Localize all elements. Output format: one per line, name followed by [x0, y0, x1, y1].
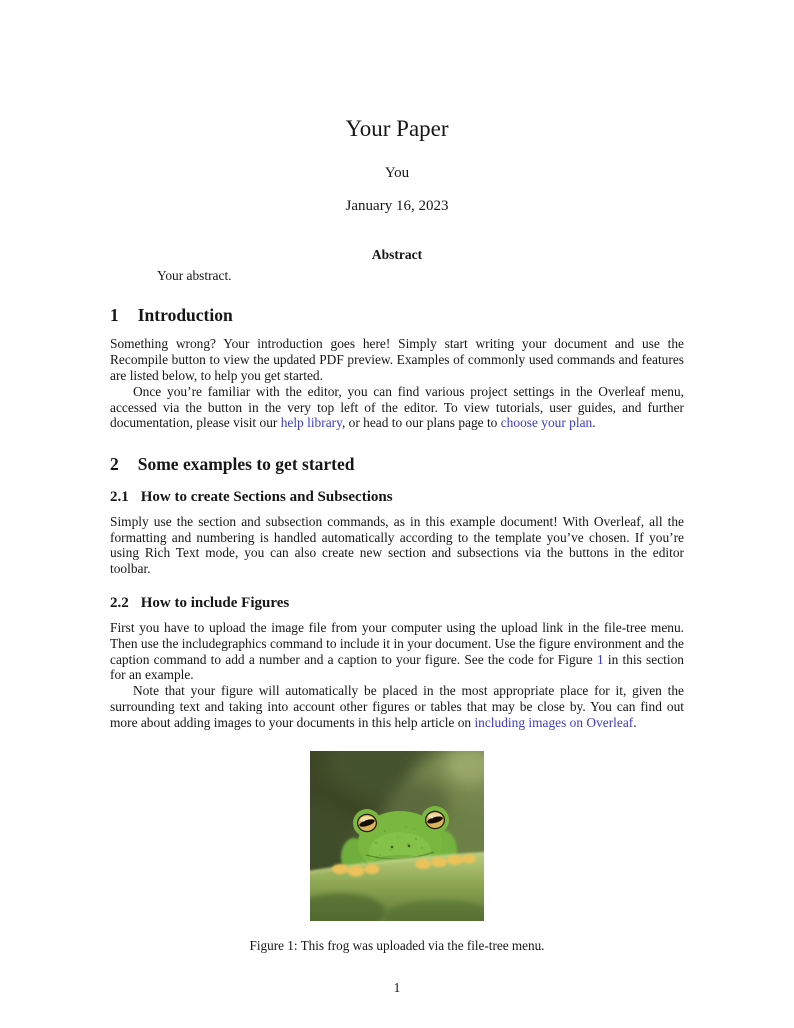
text-run: Once you’re familiar with the editor, you can find various project settings in the Overleaf menu, accessed via the button in the very top left of the editor. To view tutorials, user guides, and further documentation, please visit our [110, 383, 684, 431]
section-title: Introduction [137, 305, 233, 326]
paper-date: January 16, 2023 [345, 198, 449, 215]
subsection-title: How to include Figures [140, 595, 290, 612]
text-run: . [592, 415, 596, 431]
subsection-heading-sections [110, 488, 684, 507]
subsection-number: 2.2 [110, 595, 129, 612]
section-heading-examples [110, 454, 684, 475]
help-library-link[interactable]: help library [280, 415, 342, 431]
section-title: Some examples to get started [137, 454, 355, 475]
paper-author: You [384, 165, 410, 182]
section-number: 2 [110, 454, 119, 475]
text-run: . [633, 714, 637, 730]
figure-caption: Figure 1: This frog was uploaded via the file-tree menu. [249, 938, 545, 954]
paragraph-figures-1 [110, 620, 684, 683]
figure-1-ref-link[interactable]: 1 [596, 651, 604, 667]
paragraph-figures-2 [110, 683, 684, 730]
paragraph-intro-2 [110, 384, 684, 431]
choose-your-plan-link[interactable]: choose your plan [500, 415, 593, 431]
text-run: in this section for an example. [110, 651, 684, 683]
abstract-body: Your abstract. [157, 268, 232, 284]
section-number: 1 [110, 305, 119, 326]
figure-1 [110, 751, 684, 921]
section-heading-introduction [110, 305, 684, 326]
paper-title: Your Paper [345, 116, 449, 141]
paragraph-intro-1: Something wrong? Your introduction goes here! Simply start writing your document and use the Recompile button to view the updated PDF preview. Examples of commonly used commands and features are listed below, to help you get started. [110, 336, 684, 384]
text-run: , or head to our plans page to [341, 415, 501, 431]
subsection-heading-figures [110, 594, 684, 613]
text-run: Note that your figure will automatically be placed in the most appropriate place for it, given the surrounding text and taking into account other figures or tables that may be close by. You can find out more about adding images to your documents in this help article on [110, 683, 684, 730]
subsection-title: How to create Sections and Subsections [140, 489, 393, 506]
frog-photo [310, 751, 484, 921]
abstract-heading: Abstract [371, 247, 423, 263]
subsection-number: 2.1 [110, 489, 129, 506]
including-images-link[interactable]: including images on Overleaf [474, 714, 634, 730]
page-number: 1 [393, 980, 401, 995]
text-run: First you have to upload the image file from your computer using the upload link in the file-tree menu. Then use the includegraphics command to include it in your document. Use the figure environment and the caption command to add a number and a caption to your figure. See the code for Figure [110, 619, 684, 667]
paragraph-sections: Simply use the section and subsection commands, as in this example document! With Overleaf, all the formatting and numbering is handled automatically according to the template you’ve chosen. If you’re using Rich Text mode, you can also create new section and subsections via the buttons in the editor toolbar. [110, 513, 684, 577]
